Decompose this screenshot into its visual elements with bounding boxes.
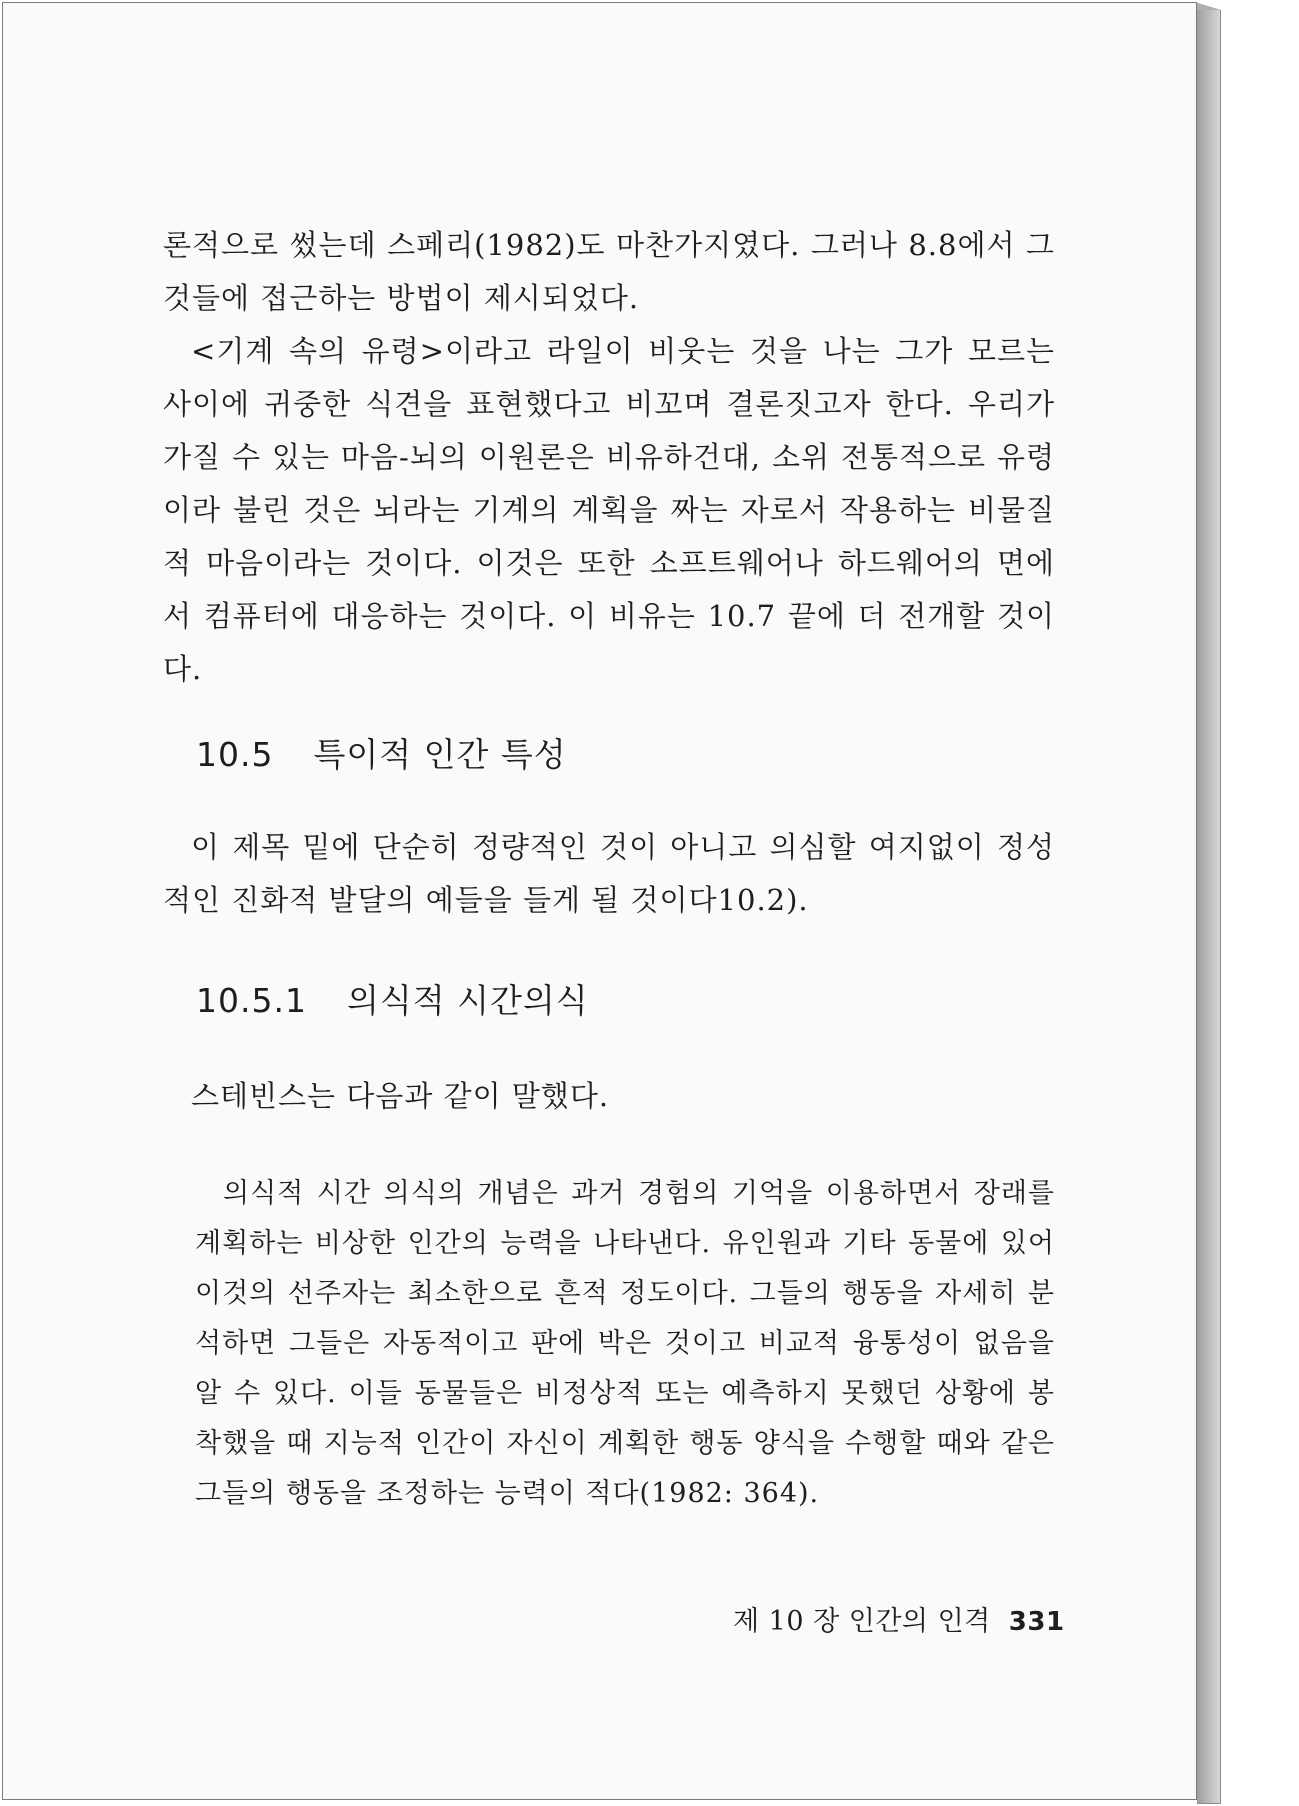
section-heading	[196, 729, 567, 776]
section-number: 10.5	[196, 735, 274, 774]
page-number: 331	[1008, 1607, 1065, 1637]
book-page	[2, 2, 1197, 1800]
subsection-number: 10.5.1	[196, 981, 307, 1020]
subsection-heading	[196, 975, 589, 1022]
section-intro-paragraph: 이 제목 밑에 단순히 정량적인 것이 아니고 의심할 여지없이 정성적인 진화적 발달의 예들을 들게 될 것이다10.2).	[163, 830, 1055, 917]
section-title: 특이적 인간 특성	[313, 735, 567, 774]
chapter-title: 제 10 장 인간의 인격	[733, 1606, 991, 1637]
page-edge-top	[1195, 2, 1221, 10]
paragraph-ghost-in-machine: <기계 속의 유령>이라고 라일이 비웃는 것을 나는 그가 모르는 사이에 귀중한 식견을 표현했다고 비꼬며 결론짓고자 한다. 우리가 가질 수 있는 마음-뇌의 이원론은 비유하건대, 소위 전통적으로 유령이라 불린 것은 뇌라는 기계의 계획을 짜는 자로서 작용하는 비물질적 마음이라는 것이다. 이것은 또한 소프트웨어나 하드웨어의 면에서 컴퓨터에 대응하는 것이다. 이 비유는 10.7 끝에 더 전개할 것이다.	[163, 334, 1055, 686]
subsection-lead-paragraph: 스테빈스는 다음과 같이 말했다.	[191, 1079, 610, 1113]
paragraph-continuation: 론적으로 썼는데 스페리(1982)도 마찬가지였다. 그러나 8.8에서 그것들에 접근하는 방법이 제시되었다.	[163, 228, 1055, 315]
block-quote: 의식적 시간 의식의 개념은 과거 경험의 기억을 이용하면서 장래를 계획하는 비상한 인간의 능력을 나타낸다. 유인원과 기타 동물에 있어 이것의 선주자는 최소한으로 흔적 정도이다. 그들의 행동을 자세히 분석하면 그들은 자동적이고 판에 박은 것이고 비교적 융통성이 없음을 알 수 있다. 이들 동물들은 비정상적 또는 예측하지 못했던 상황에 봉착했을 때 지능적 인간이 자신이 계획한 행동 양식을 수행할 때와 같은 그들의 행동을 조정하는 능력이 적다(1982: 364).	[195, 1178, 1055, 1509]
book-page-edge	[1197, 10, 1221, 1804]
subsection-title: 의식적 시간의식	[346, 981, 589, 1020]
page-footer	[733, 1599, 1065, 1638]
